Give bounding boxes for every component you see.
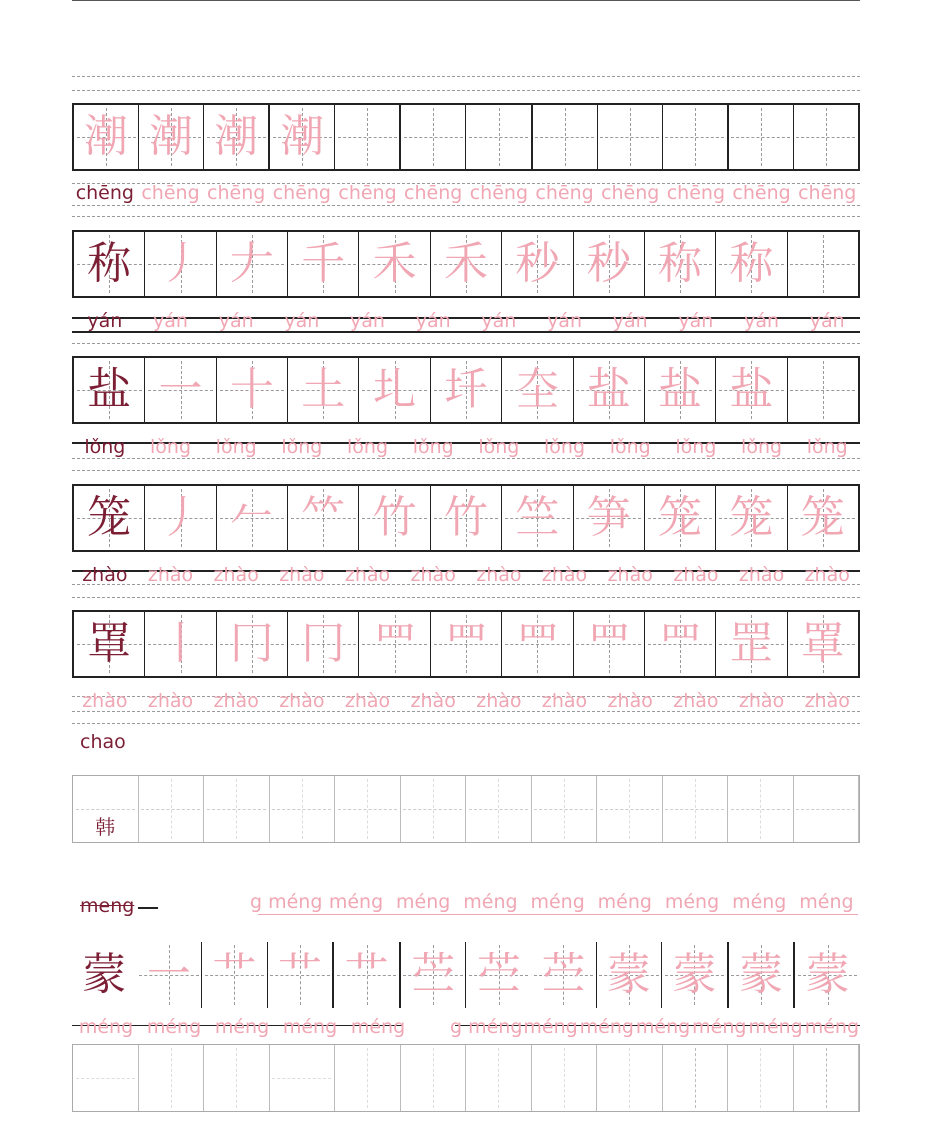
guide-line (72, 470, 860, 471)
pinyin-trace: zhào (279, 690, 325, 712)
grid-cell[interactable] (204, 105, 270, 169)
model-char: 盐 (87, 364, 132, 415)
model-char: 罩 (87, 618, 132, 669)
stroke-step: 称 (729, 238, 774, 289)
pinyin-trace: méng (664, 891, 720, 913)
grid-cell[interactable] (73, 776, 139, 842)
pinyin-trace: méng (597, 891, 652, 913)
grid-cell[interactable] (137, 942, 203, 1008)
grid-cell[interactable] (139, 105, 204, 169)
pinyin-trace: lǒng (609, 436, 651, 458)
grid-cell[interactable] (645, 612, 716, 676)
stroke-step: 竹 (443, 492, 488, 543)
pinyin-trace: lǒng (215, 436, 257, 458)
grid-cell[interactable] (788, 612, 858, 676)
grid-cell[interactable] (574, 486, 645, 550)
pinyin-trace: méng (748, 1016, 803, 1038)
stroke-step: 圠 (372, 364, 417, 415)
pinyin-trace: zhào (476, 564, 522, 586)
pinyin-trace: méng (804, 1016, 860, 1038)
top-rule (72, 0, 860, 1)
pinyin-trace: zhào (673, 564, 719, 586)
pinyin-trace: méng (350, 1016, 406, 1038)
grid-cell[interactable] (728, 776, 794, 842)
stroke-step: 罒 (658, 618, 703, 669)
pinyin-trace: méng (214, 1016, 270, 1038)
pinyin-trace: zhào (279, 564, 325, 586)
grid-cell[interactable] (431, 486, 502, 550)
pinyin-trace: lǒng (478, 436, 520, 458)
stroke-step: 盐 (658, 364, 703, 415)
stroke-step: 蒙 (805, 949, 850, 1000)
grid-cell[interactable] (598, 105, 663, 169)
grid-cell[interactable] (574, 612, 645, 676)
stroke-step: 苎 (541, 949, 586, 1000)
pinyin-baseline (72, 331, 860, 333)
grid-cell[interactable] (204, 1045, 270, 1111)
pinyin-trace: zhào (213, 564, 259, 586)
pinyin-trace: méng (692, 1016, 747, 1038)
stroke-step: 十 (229, 364, 274, 415)
grid-cell[interactable] (466, 776, 532, 842)
pinyin-row (72, 1018, 412, 1037)
stroke-step: 冂 (301, 618, 346, 669)
stroke-step: 苎 (411, 949, 456, 1000)
grid-cell[interactable] (502, 358, 573, 422)
writing-grid-row-1 (72, 103, 860, 171)
pinyin-trace: zhào (213, 690, 259, 712)
grid-cell[interactable] (532, 1045, 598, 1111)
pinyin-trace: méng (463, 891, 518, 913)
pinyin-trace: zhào (147, 564, 194, 586)
stroke-step: 秒 (515, 238, 560, 289)
stroke-step: 笼 (658, 492, 703, 543)
grid-cell[interactable] (502, 612, 573, 676)
guide-line (72, 458, 860, 459)
pinyin-trace: yán (350, 310, 385, 332)
grid-cell[interactable] (729, 105, 794, 169)
grid-cell[interactable] (716, 486, 787, 550)
grid-cell[interactable] (401, 105, 466, 169)
grid-cell[interactable] (401, 942, 467, 1008)
grid-cell[interactable] (466, 942, 531, 1008)
stroke-step: 𥫗 (301, 492, 346, 543)
grid-cell[interactable] (268, 942, 335, 1008)
pinyin-trace: zhào (541, 564, 588, 586)
pinyin-trace: zhào (344, 690, 391, 712)
pinyin-trace: chēng (404, 182, 463, 204)
grid-cell[interactable] (217, 232, 288, 296)
grid-cell[interactable] (145, 612, 216, 676)
stroke-step: 罒 (515, 618, 560, 669)
grid-cell[interactable] (663, 776, 729, 842)
pinyin-row (72, 184, 860, 203)
stroke-step: 冂 (229, 618, 274, 669)
pinyin-trace: méng (799, 891, 854, 913)
model-char: 称 (87, 238, 132, 289)
grid-cell[interactable] (663, 105, 729, 169)
pinyin-trace: méng (78, 1016, 134, 1038)
pinyin-trace: chēng (141, 182, 200, 204)
grid-cell[interactable] (359, 232, 430, 296)
grid-cell[interactable] (788, 358, 858, 422)
grid-cell[interactable] (335, 105, 401, 169)
grid-cell[interactable] (288, 486, 359, 550)
grid-cell[interactable] (72, 942, 137, 1008)
trace-char: 潮 (84, 111, 129, 162)
stroke-step: 罒 (372, 618, 417, 669)
writing-grid-row-8 (72, 1044, 860, 1112)
grid-cell[interactable] (645, 358, 716, 422)
grid-cell[interactable] (716, 358, 787, 422)
stroke-step: 笼 (729, 492, 774, 543)
trace-char: 潮 (214, 111, 259, 162)
grid-cell[interactable] (502, 486, 573, 550)
pinyin-trace: lǒng (675, 436, 717, 458)
grid-cell[interactable] (73, 1045, 139, 1111)
pinyin-label: chēng (75, 182, 134, 204)
pinyin-trace: yán (809, 310, 845, 332)
trace-char: 潮 (280, 111, 325, 162)
grid-cell[interactable] (217, 612, 288, 676)
grid-cell[interactable] (359, 612, 430, 676)
grid-cell[interactable] (334, 942, 401, 1008)
grid-cell[interactable] (574, 358, 645, 422)
grid-cell[interactable] (431, 358, 502, 422)
pinyin-trace: yán (678, 310, 714, 332)
pinyin-trace: méng (732, 891, 787, 913)
pinyin-trace: yán (547, 310, 582, 332)
stroke-step: 盐 (586, 364, 631, 415)
pinyin-trace: zhào (476, 690, 522, 712)
pinyin-label: yán (87, 310, 123, 332)
grid-cell[interactable] (597, 776, 663, 842)
grid-cell[interactable] (359, 486, 430, 550)
stroke-step: 禾 (443, 238, 488, 289)
stroke-step: 竺 (515, 492, 560, 543)
grid-cell[interactable] (728, 1045, 794, 1111)
grid-cell[interactable] (288, 358, 359, 422)
pinyin-label: chao (80, 731, 126, 753)
grid-cell[interactable] (431, 612, 502, 676)
grid-cell[interactable] (270, 776, 336, 842)
stroke-step: 禾 (372, 238, 417, 289)
pinyin-trace: chēng (338, 182, 397, 204)
pinyin-trace: zhào (673, 690, 719, 712)
pinyin-row (72, 312, 860, 331)
pinyin-trace: méng (530, 891, 585, 913)
guide-line (72, 723, 860, 724)
grid-cell[interactable] (270, 1045, 336, 1111)
pinyin-trace: chēng (207, 182, 266, 204)
writing-grid-row-4 (72, 484, 860, 552)
pinyin-trace: zhào (607, 564, 653, 586)
stroke-step: 蒙 (606, 949, 651, 1000)
writing-grid-row-3 (72, 356, 860, 424)
grid-cell[interactable] (597, 942, 663, 1008)
grid-cell[interactable] (401, 776, 467, 842)
pinyin-trace: yán (612, 310, 648, 332)
pinyin-trace: yán (744, 310, 780, 332)
pinyin-trace: lǒng (806, 436, 848, 458)
stroke-step: 盐 (729, 364, 774, 415)
grid-cell[interactable] (531, 942, 597, 1008)
grid-cell[interactable] (794, 776, 860, 842)
grid-cell[interactable] (145, 486, 216, 550)
dash-mark (138, 907, 158, 909)
pinyin-trace: chēng (535, 182, 594, 204)
stroke-step: 圶 (515, 364, 560, 415)
stroke-step: 圲 (443, 364, 488, 415)
guide-line (72, 205, 860, 206)
stroke-step: 丿 (158, 492, 203, 543)
pinyin-trace: yán (218, 310, 254, 332)
grid-cell[interactable] (794, 1045, 860, 1111)
pinyin-label: meng (80, 895, 135, 917)
grid-cell[interactable] (74, 486, 145, 550)
guide-line (72, 90, 860, 91)
pinyin-trace: g méng (250, 891, 323, 913)
stroke-step: 蒙 (672, 949, 717, 1000)
pinyin-trace: chēng (469, 182, 528, 204)
stroke-step: 笋 (586, 492, 631, 543)
pinyin-trace: zhào (607, 690, 653, 712)
grid-cell[interactable] (788, 486, 858, 550)
grid-cell[interactable] (794, 105, 858, 169)
pinyin-trace: zhào (541, 690, 588, 712)
grid-cell[interactable] (533, 105, 598, 169)
stroke-step: 蒙 (739, 949, 784, 1000)
model-char: 韩 (95, 815, 116, 839)
writing-grid-row-2 (72, 230, 860, 298)
stroke-step: 千 (301, 238, 346, 289)
grid-cell[interactable] (204, 776, 270, 842)
pinyin-trace: chēng (272, 182, 331, 204)
grid-cell[interactable] (431, 232, 502, 296)
grid-cell[interactable] (74, 232, 145, 296)
stroke-step: 罩 (800, 618, 845, 669)
pinyin-trace: zhào (410, 690, 456, 712)
grid-cell[interactable] (74, 358, 145, 422)
grid-cell[interactable] (335, 1045, 401, 1111)
stroke-step: 丨 (158, 618, 203, 669)
stroke-step: 土 (301, 364, 346, 415)
grid-cell[interactable] (202, 942, 268, 1008)
grid-cell[interactable] (74, 612, 145, 676)
pinyin-trace: yán (153, 310, 188, 332)
grid-cell[interactable] (663, 1045, 729, 1111)
pinyin-trace: méng (523, 1016, 578, 1038)
pinyin-trace: yán (481, 310, 517, 332)
grid-cell[interactable] (288, 612, 359, 676)
stroke-step: 𠂉 (229, 492, 274, 543)
grid-cell[interactable] (288, 232, 359, 296)
pinyin-trace: chēng (732, 182, 791, 204)
grid-cell[interactable] (401, 1045, 467, 1111)
pinyin-trace: zhào (147, 690, 194, 712)
pinyin-trace: lǒng (347, 436, 389, 458)
writing-grid-row-5 (72, 610, 860, 678)
guide-line (72, 343, 860, 344)
pinyin-trace: zhào (738, 564, 785, 586)
model-char: 蒙 (82, 949, 127, 1000)
stroke-step: 苎 (476, 949, 521, 1000)
grid-cell[interactable] (729, 942, 796, 1008)
grid-cell[interactable] (662, 942, 729, 1008)
pinyin-trace: zhào (738, 690, 785, 712)
stroke-step: 一 (158, 364, 203, 415)
pinyin-row (72, 692, 860, 711)
guide-line (72, 216, 860, 217)
pinyin-trace: méng (282, 1016, 338, 1038)
pinyin-row (250, 893, 860, 912)
pinyin-row (450, 1018, 860, 1037)
stroke-step: 称 (658, 238, 703, 289)
pinyin-trace: yán (415, 310, 451, 332)
grid-cell[interactable] (139, 1045, 205, 1111)
guide-line (72, 597, 860, 598)
model-char: 笼 (87, 492, 132, 543)
trace-char: 潮 (149, 111, 194, 162)
pinyin-trace: lǒng (741, 436, 783, 458)
pinyin-trace: lǒng (150, 436, 192, 458)
writing-grid-row-6 (72, 775, 860, 843)
guide-line (72, 76, 860, 77)
grid-cell[interactable] (795, 942, 860, 1008)
pinyin-row (72, 566, 860, 585)
grid-cell[interactable] (74, 105, 139, 169)
grid-cell[interactable] (645, 486, 716, 550)
stroke-step: 罒 (443, 618, 488, 669)
grid-cell[interactable] (645, 232, 716, 296)
grid-cell[interactable] (788, 232, 858, 296)
grid-cell[interactable] (597, 1045, 663, 1111)
grid-cell[interactable] (359, 358, 430, 422)
grid-cell[interactable] (502, 232, 573, 296)
pinyin-trace: méng (579, 1016, 634, 1038)
stroke-step: 罡 (729, 618, 774, 669)
grid-cell[interactable] (335, 776, 401, 842)
pinyin-trace: méng (328, 891, 384, 913)
pinyin-trace: chēng (798, 182, 857, 204)
stroke-step: 艹 (278, 949, 323, 1000)
grid-cell[interactable] (466, 1045, 532, 1111)
pinyin-label: lǒng (84, 436, 126, 458)
pinyin-trace: chēng (666, 182, 726, 204)
grid-cell[interactable] (716, 612, 787, 676)
stroke-step: 秒 (586, 238, 631, 289)
grid-cell[interactable] (217, 486, 288, 550)
grid-cell[interactable] (532, 776, 598, 842)
grid-cell[interactable] (270, 105, 335, 169)
grid-cell[interactable] (139, 776, 205, 842)
grid-cell[interactable] (145, 358, 216, 422)
pinyin-trace: zhào (804, 690, 850, 712)
pinyin-trace: lǒng (412, 436, 454, 458)
pinyin-trace: zhào (804, 564, 850, 586)
pinyin-trace: lǒng (544, 436, 586, 458)
grid-cell[interactable] (574, 232, 645, 296)
stroke-step: 罒 (586, 618, 631, 669)
pinyin-trace: zhào (410, 564, 456, 586)
stroke-step: 竹 (372, 492, 417, 543)
stroke-step: 艹 (212, 949, 257, 1000)
pinyin-trace: g méng (450, 1016, 523, 1038)
stroke-step: 笼 (800, 492, 845, 543)
pinyin-trace: méng (635, 1016, 691, 1038)
grid-cell[interactable] (217, 358, 288, 422)
pinyin-underline (258, 914, 858, 915)
pinyin-trace: lǒng (281, 436, 323, 458)
pinyin-trace: chēng (601, 182, 660, 204)
stroke-step: 一 (146, 949, 191, 1000)
pinyin-trace: yán (284, 310, 320, 332)
stroke-step: 丿 (158, 238, 203, 289)
pinyin-trace: zhào (344, 564, 391, 586)
pinyin-label: zhào (82, 564, 128, 586)
grid-cell[interactable] (145, 232, 216, 296)
pinyin-row (72, 438, 860, 457)
writing-grid-row-7 (72, 942, 860, 1008)
stroke-step: 艹 (344, 949, 389, 1000)
stroke-step: 𠂇 (229, 238, 274, 289)
pinyin-trace: méng (146, 1016, 202, 1038)
grid-cell[interactable] (716, 232, 787, 296)
pinyin-trace: méng (396, 891, 451, 913)
pinyin-trace: zhào (82, 690, 128, 712)
grid-cell[interactable] (466, 105, 532, 169)
